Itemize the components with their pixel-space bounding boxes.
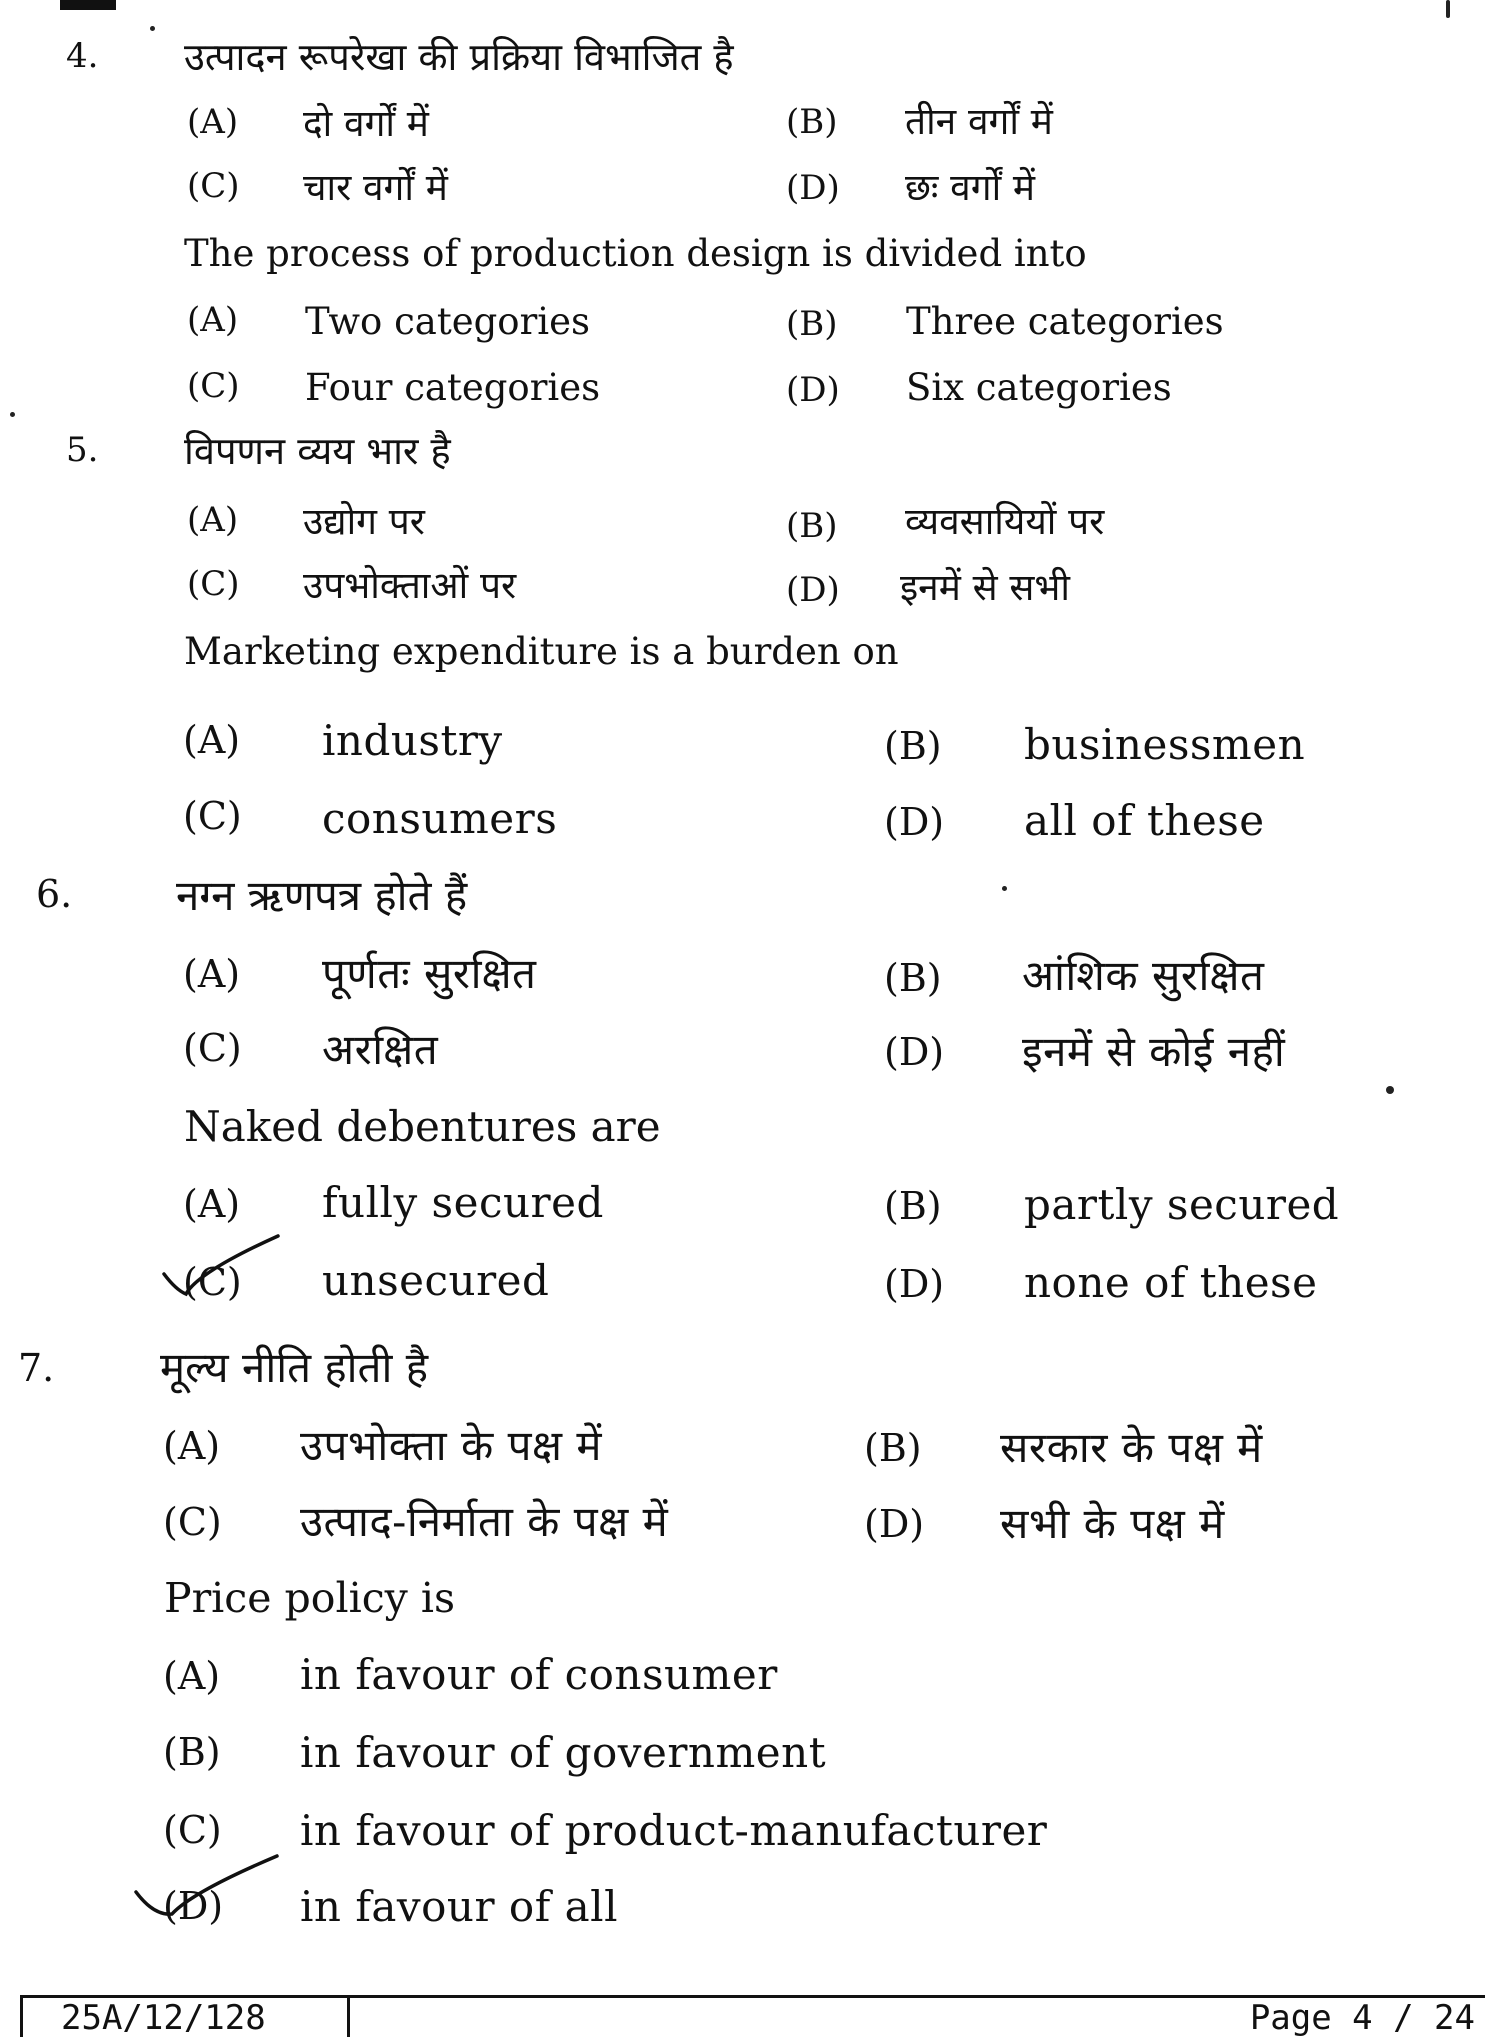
- option-label: (A): [163, 1424, 221, 1468]
- option-label: (A): [183, 718, 241, 762]
- option-text: in favour of all: [300, 1882, 618, 1931]
- option-label: (D): [786, 370, 840, 410]
- option-label: (B): [786, 102, 838, 142]
- question-number: 4.: [66, 36, 99, 76]
- option-text: चार वर्गों में: [303, 166, 448, 209]
- option-text: आंशिक सुरक्षित: [1022, 951, 1265, 1000]
- option-text: industry: [322, 716, 503, 765]
- option-label: (C): [163, 1500, 222, 1544]
- option-text: छः वर्गों में: [905, 166, 1036, 209]
- option-label: (B): [786, 506, 838, 546]
- option-text: none of these: [1024, 1258, 1318, 1307]
- option-text: unsecured: [322, 1256, 550, 1305]
- option-text: दो वर्गों में: [303, 102, 429, 145]
- question-number: 7.: [18, 1346, 55, 1390]
- scan-speck: [10, 412, 15, 417]
- option-label: (C): [163, 1808, 222, 1852]
- option-text: consumers: [322, 794, 558, 843]
- option-label: (D): [163, 1884, 224, 1928]
- option-text: उत्पाद-निर्माता के पक्ष में: [300, 1497, 669, 1546]
- option-label: (B): [884, 956, 942, 1000]
- option-text: Four categories: [305, 366, 601, 409]
- option-label: (D): [884, 1030, 945, 1074]
- scan-speck: [1386, 1086, 1394, 1094]
- question-english: The process of production design is divided into: [184, 232, 1087, 275]
- option-text: व्यवसायियों पर: [905, 500, 1105, 543]
- option-label: (D): [864, 1502, 925, 1546]
- question-number: 6.: [36, 872, 73, 916]
- option-label: (C): [183, 1260, 242, 1304]
- option-text: in favour of government: [300, 1728, 827, 1777]
- option-label: (A): [183, 1182, 241, 1226]
- option-text: सभी के पक्ष में: [1000, 1499, 1225, 1548]
- option-text: इनमें से कोई नहीं: [1022, 1027, 1286, 1076]
- option-label: (D): [884, 800, 945, 844]
- option-label: (A): [187, 500, 239, 540]
- option-text: पूर्णतः सुरक्षित: [322, 949, 537, 998]
- option-label: (C): [187, 366, 240, 406]
- question-hindi: मूल्य नीति होती है: [160, 1343, 429, 1392]
- page-number: Page 4 / 24: [1249, 1998, 1475, 2038]
- question-english: Naked debentures are: [184, 1102, 661, 1151]
- option-label: (D): [884, 1262, 945, 1306]
- option-text: इनमें से सभी: [900, 566, 1070, 609]
- option-text: partly secured: [1024, 1180, 1340, 1229]
- question-english: Price policy is: [164, 1574, 456, 1622]
- option-label: (A): [183, 952, 241, 996]
- paper-code: 25A/12/128: [20, 1998, 350, 2037]
- option-text: तीन वर्गों में: [905, 100, 1053, 143]
- option-text: fully secured: [322, 1178, 604, 1227]
- tick-mark-icon: [158, 1232, 288, 1302]
- option-label: (C): [183, 1026, 242, 1070]
- option-label: (B): [786, 304, 838, 344]
- question-hindi: नग्न ऋणपत्र होते हैं: [176, 871, 468, 920]
- option-text: उपभोक्ता के पक्ष में: [300, 1421, 603, 1470]
- option-label: (B): [884, 1184, 942, 1228]
- option-label: (D): [786, 168, 840, 208]
- option-text: उपभोक्ताओं पर: [303, 564, 517, 607]
- question-hindi: विपणन व्यय भार है: [184, 429, 451, 473]
- scan-speck: [1002, 886, 1007, 891]
- option-label: (D): [786, 570, 840, 610]
- option-text: Six categories: [906, 366, 1172, 409]
- option-text: all of these: [1024, 796, 1265, 845]
- tick-mark-icon: [132, 1852, 282, 1924]
- question-hindi: उत्पादन रूपरेखा की प्रक्रिया विभाजित है: [184, 35, 734, 79]
- scan-speck: [150, 26, 155, 31]
- option-label: (C): [187, 564, 240, 604]
- option-text: उद्योग पर: [303, 500, 425, 543]
- option-label: (A): [163, 1654, 221, 1698]
- corner-mark: [60, 0, 116, 10]
- page-footer: [20, 1995, 1485, 2037]
- scan-speck: [1446, 0, 1450, 18]
- option-label: (B): [163, 1730, 221, 1774]
- option-text: Two categories: [305, 300, 590, 343]
- option-text: Three categories: [906, 300, 1224, 343]
- option-text: businessmen: [1024, 720, 1306, 769]
- option-label: (C): [183, 794, 242, 838]
- option-label: (C): [187, 166, 240, 206]
- option-text: अरक्षित: [322, 1025, 439, 1074]
- option-label: (A): [187, 300, 239, 340]
- option-text: in favour of consumer: [300, 1650, 778, 1699]
- option-label: (B): [884, 724, 942, 768]
- question-english: Marketing expenditure is a burden on: [184, 630, 899, 673]
- option-text: in favour of product-manufacturer: [300, 1806, 1048, 1855]
- option-text: सरकार के पक्ष में: [1000, 1423, 1263, 1472]
- option-label: (B): [864, 1426, 922, 1470]
- option-label: (A): [187, 102, 239, 142]
- question-number: 5.: [66, 430, 99, 470]
